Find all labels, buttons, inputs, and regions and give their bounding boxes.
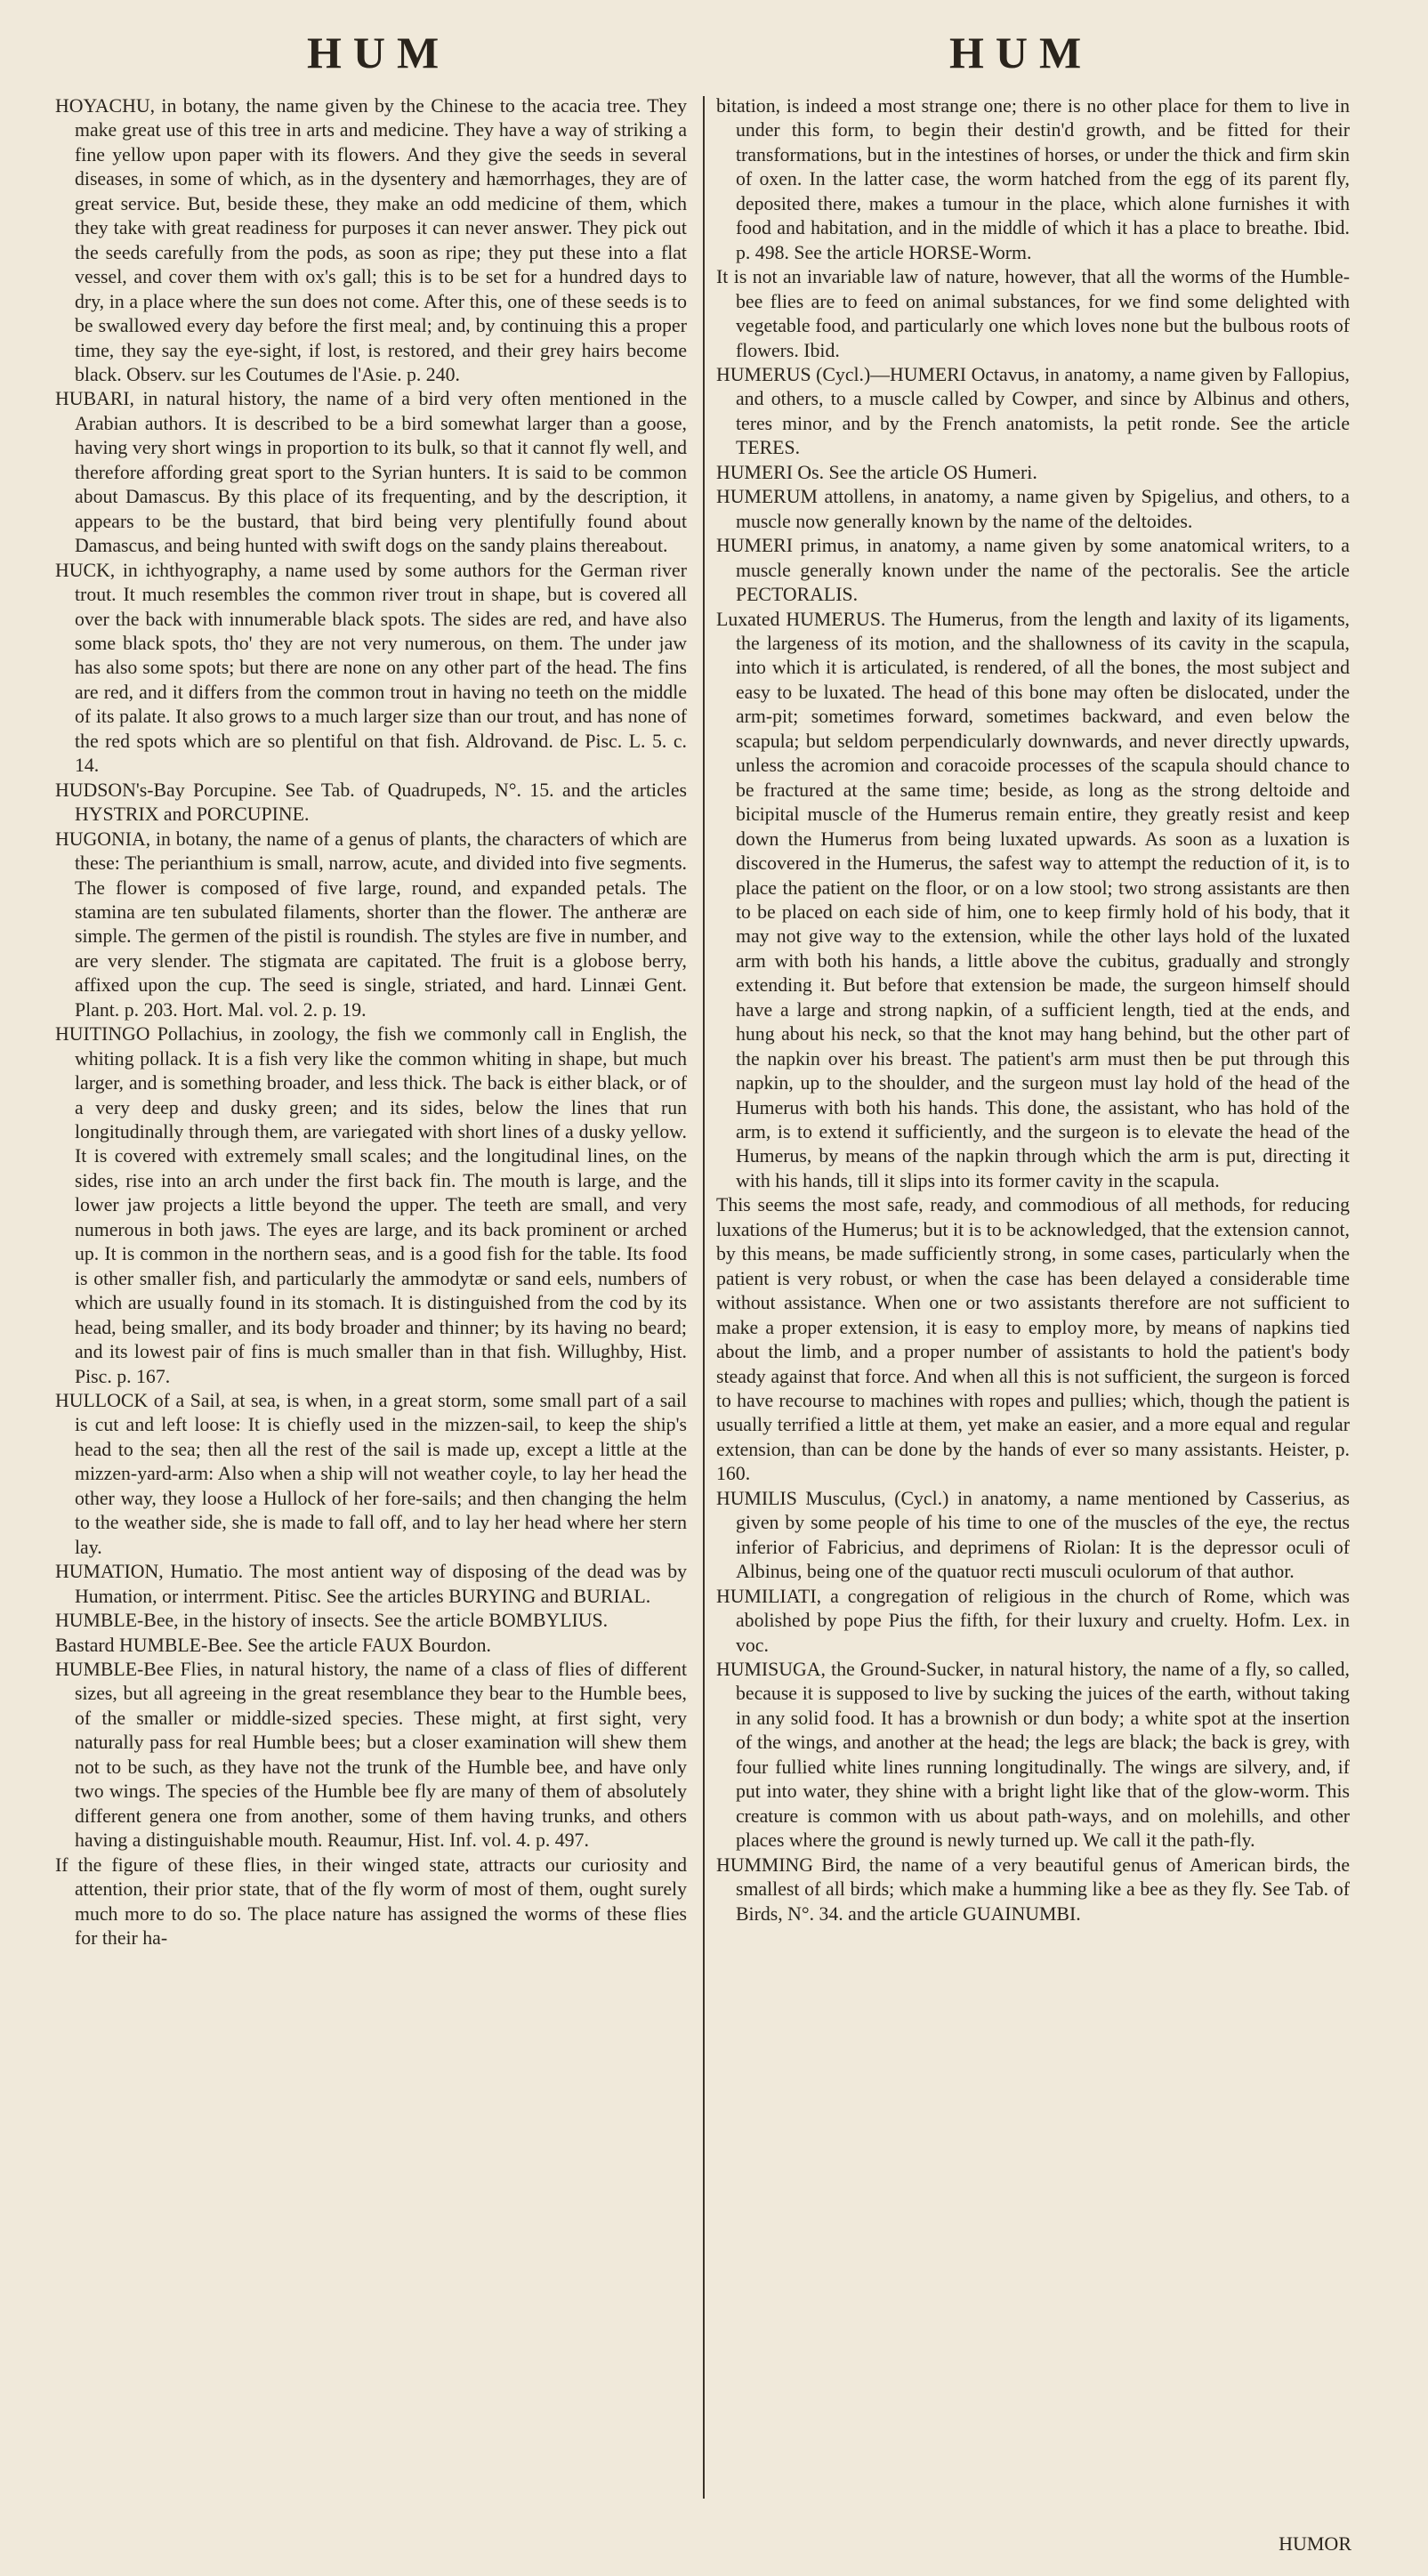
dictionary-entry: HUCK, in ichthyography, a name used by some authors for the German river trout. It much resembles the common river trout in shape, but is covered all over the back with innumerable black spots. The sides are red, and have also some black spots, tho' they are not very numerous, on them. The under jaw has also some spots; but there are none on any other part of the head. The fins are red, and it differs from the common trout in having no teeth on the middle of its palate. It also grows to a much larger size than our trout, and has none of the red spots which are so plentiful on that fish. Aldrovand. de Pisc. L. 5. c. 14. — [55, 559, 687, 777]
dictionary-entry: HUMILIATI, a congregation of religious in the church of Rome, which was abolished by pope Pius the fifth, for their luxury and cruelty. Hofm. Lex. in voc. — [716, 1585, 1350, 1656]
dictionary-entry: HUMERI Os. See the article OS Humeri. — [716, 461, 1037, 483]
dictionary-entry: If the figure of these flies, in their winged state, attracts our curiosity and attention, their prior state, that of the fly worm of most of them, ought surely much more to do so. The place nature has assigned the worms of these flies for their ha- — [55, 1853, 687, 1949]
dictionary-entry: HUGONIA, in botany, the name of a genus of plants, the characters of which are these: The perianthium is small, narrow, acute, and divided into five segments. The flower is composed of five large, round, and expanded petals. The stamina are ten subulated filaments, shorter than the flower. The antheræ are simple. The germen of the pistil is roundish. The styles are five in number, and are very slender. The stigmata are capitated. The fruit is a globose berry, affixed upon the cup. The seed is single, striated, and hard. Linnæi Gent. Plant. p. 203. Hort. Mal. vol. 2. p. 19. — [55, 828, 687, 1021]
dictionary-entry: bitation, is indeed a most strange one; there is no other place for them to live in under this form, to begin their destin'd growth, and be fitted for their transformations, but in the intestines of horses, or under the thick and firm skin of oxen. In the latter case, the worm hatched from the egg of its parent fly, deposited there, makes a tumour in the place, which alone furnishes it with food and habitation, and in the middle of which it has a place to breathe. Ibid. p. 498. See the article HORSE-Worm. — [716, 95, 1350, 263]
dictionary-entry: HUITINGO Pollachius, in zoology, the fish we commonly call in English, the whiting pollack. It is a fish very like the common whiting in shape, but much larger, and is something broader, and less thick. The back is either black, or of a very deep and dusky green; and its sides, below the lines that run longitudinally through them, are variegated with short lines of a dusky yellow. It is covered with extremely small scales; and the longitudinal lines, on the sides, rise into an arch under the first back fin. The mouth is large, and the lower jaw projects a little beyond the upper. The teeth are small, and very numerous in both jaws. The eyes are large, and its back prominent or arched up. It is common in the northern seas, and is a good fish for the table. Its food is other smaller fish, and particularly the ammodytæ or sand eels, numbers of which are usually found in its stomach. It is distinguished from the cod by its head, being smaller, and its body broader and thinner; by its having no beard; and its lowest pair of fins is much smaller than in that fish. Willughby, Hist. Pisc. p. 167. — [55, 1023, 687, 1387]
dictionary-entry: HOYACHU, in botany, the name given by the Chinese to the acacia tree. They make great use of this tree in arts and medicine. They have a way of striking a fine yellow upon paper with its flowers. And they give the seeds in several diseases, in some of which, as in the dysentery and hæmorrhages, they are of great service. But, beside these, they make an odd medicine of them, which they take with great readiness for purposes it can never answer. They pick out the seeds carefully from the pods, as soon as ripe; they put these into a flat vessel, and cover them with ox's gall; this is to be set for a hundred days to dry, in a place where the sun does not come. After this, one of these seeds is to be swallowed every day before the first meal; and, by continuing this a proper time, they say the eye-sight, if lost, is restored, and their grey hairs become black. Observ. sur les Coutumes de l'Asie. p. 240. — [55, 95, 687, 385]
dictionary-entry: HUMMING Bird, the name of a very beautiful genus of American birds, the smallest of all birds; which make a humming like a bee as they fly. See Tab. of Birds, N°. 34. and the article GUAINUMBI. — [716, 1853, 1350, 1925]
catchword: HUMOR — [1279, 2532, 1351, 2555]
running-head-right: HUM — [949, 28, 1093, 77]
dictionary-entry: This seems the most safe, ready, and commodious of all methods, for reducing luxations of the Humerus; but it is to be acknowledged, that the extension cannot, by this means, be made sufficiently strong, in some cases, particularly when the patient is very robust, or when the case has been delayed a considerable time without assistance. When one or two assistants therefore are not sufficient to make a proper extension, it is easy to employ more, by means of napkins tied about the limb, and a proper number of assistants to hold the patient's body steady against that force. And when all this is not sufficient, the surgeon is forced to have recourse to machines with ropes and pullies; which, though the patient is usually terrified a little at them, yet make an easier, and a more equal and regular extension, than can be done by the hands of ever so many assistants. Heister, p. 160. — [716, 1194, 1350, 1485]
dictionary-entry: HULLOCK of a Sail, at sea, is when, in a great storm, some small part of a sail is cut and left loose: It is chiefly used in the mizzen-sail, to keep the ship's head to the sea; then all the rest of the sail is made up, except a little at the mizzen-yard-arm: Also when a ship will not weather coyle, to lay her head the other way, they loose a Hullock of her fore-sails; and then changing the helm to the weather side, she is made to fall off, and to lay her head where her stern lay. — [55, 1390, 687, 1558]
dictionary-entry: It is not an invariable law of nature, however, that all the worms of the Humble-bee flies are to feed on animal substances, for we find some delighted with vegetable food, and particularly one which loves none but the bulbous roots of flowers. Ibid. — [716, 266, 1350, 361]
dictionary-entry: HUBARI, in natural history, the name of a bird very often mentioned in the Arabian authors. It is described to be a bird somewhat larger than a goose, having very short wings in proportion to its bulk, so that it cannot fly well, and therefore affording great sport to the Syrian hunters. It is said to be common about Damascus. By this place of its frequenting, and by the description, it appears to be the bustard, that bird being very plentifully found about Damascus, and being hunted with swift dogs on the sandy plains thereabout. — [55, 388, 687, 557]
dictionary-entry: Bastard HUMBLE-Bee. See the article FAUX Bourdon. — [55, 1634, 491, 1656]
running-head-left: HUM — [307, 28, 451, 77]
dictionary-entry: HUMBLE-Bee Flies, in natural history, the name of a class of flies of different sizes, but all agreeing in the great resemblance they bear to the Humble bees, of the smaller or middle-sized species. These might, at first sight, very naturally pass for real Humble bees; but a closer examination will shew them not to be such, as they have not the trunk of the Humble bee, and have only two wings. The species of the Humble bee fly are many of them of absolutely different genera one from another, some of them having trunks, and others having a distinguishable mouth. Reaumur, Hist. Inf. vol. 4. p. 497. — [55, 1659, 687, 1852]
dictionary-entry: HUMERUS (Cycl.)—HUMERI Octavus, in anatomy, a name given by Fallopius, and others, to a muscle called by Cowper, and since by Albinus and others, teres minor, and by the French anatomists, la petit ronde. See the article TERES. — [716, 363, 1350, 459]
dictionary-entry: HUDSON's-Bay Porcupine. See Tab. of Quadrupeds, N°. 15. and the articles HYSTRIX and PORCUPINE. — [55, 779, 687, 826]
column-divider — [703, 96, 705, 2499]
dictionary-entry: HUMISUGA, the Ground-Sucker, in natural history, the name of a fly, so called, because it is supposed to live by sucking the juices of the earth, without taking in any solid food. It has a brownish or dun body; a white spot at the insertion of the wings, and another at the head; the legs are black; the back is grey, with four fullied white lines running longitudinally. The wings are silvery, and, if put into water, they shine with a bright light like that of the glow-worm. This creature is common with us about path-ways, and on molehills, and other places where the ground is newly turned up. We call it the path-fly. — [716, 1659, 1350, 1852]
dictionary-entry: Luxated HUMERUS. The Humerus, from the length and laxity of its ligaments, the largeness of its motion, and the shallowness of its cavity in the scapula, into which it is articulated, is rendered, of all the bones, the most subject and easy to be luxated. The head of this bone may often be dislocated, under the arm-pit; sometimes forward, sometimes backward, and even below the scapula; but seldom perpendicularly downwards, and never directly upwards, unless the acromion and coracoide processes of the scapula should chance to be fractured at the same time; beside, as long as the strong deltoide and bicipital muscle of the Humerus remain entire, they greatly resist and keep down the Humerus from being luxated upwards. As soon as a luxation is discovered in the Humerus, the safest way to attempt the reduction of it, is to place the patient on the floor, or on a low stool; two strong assistants are then to be placed on each side of him, one to keep firmly hold of his body, that it may not give way to the extension, while the other lays hold of the luxated arm with both his hands, a little above the cubitus, gradually and strongly extending it. But before that extension be made, the surgeon himself should have a large and strong napkin, of a sufficient length, tied at the ends, and hung about his neck, so that the knot may hang behind, but the other part of the napkin over his breast. The patient's arm must then be put through this napkin, up to the shoulder, and the surgeon must lay hold of the head of the Humerus with both his hands. This done, the assistant, who has hold of the arm, is to extend it sufficiently, and the surgeon is to elevate the head of the Humerus, by means of the napkin through which the arm is put, directing it with his hands, till it slips into its former cavity in the scapula. — [716, 608, 1350, 1191]
dictionary-entry: HUMERUM attollens, in anatomy, a name given by Spigelius, and others, to a muscle now generally known by the name of the deltoides. — [716, 486, 1350, 532]
right-column — [716, 94, 1350, 1926]
dictionary-entry: HUMERI primus, in anatomy, a name given by some anatomical writers, to a muscle generally known under the name of the pectoralis. See the article PECTORALIS. — [716, 535, 1350, 606]
dictionary-entry: HUMATION, Humatio. The most antient way of disposing of the dead was by Humation, or interrment. Pitisc. See the articles BURYING and BURIAL. — [55, 1561, 687, 1607]
dictionary-entry: HUMBLE-Bee, in the history of insects. See the article BOMBYLIUS. — [55, 1610, 609, 1632]
left-column — [55, 94, 687, 1950]
dictionary-entry: HUMILIS Musculus, (Cycl.) in anatomy, a name mentioned by Casserius, as given by some people of his time to one of the muscles of the eye, the rectus inferior of Fabricius, and deprimens of Riolan: It is the depressor oculi of Albinus, being one of the quatuor recti musculi oculorum of that author. — [716, 1487, 1350, 1583]
